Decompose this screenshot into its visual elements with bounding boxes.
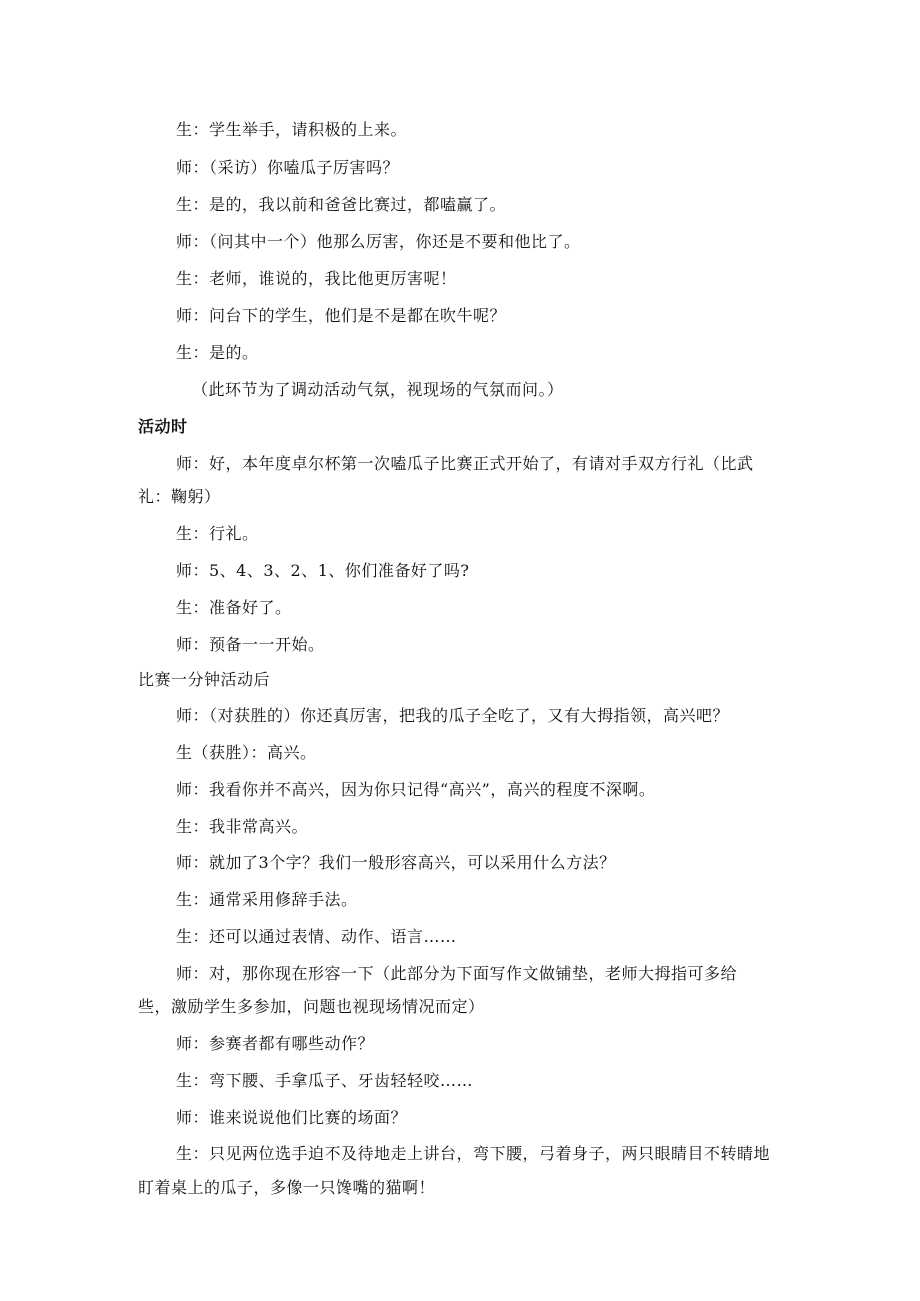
dialogue-line: 生：通常采用修辞手法。 <box>176 890 358 909</box>
dialogue-line: 生：老师，谁说的，我比他更厉害呢！ <box>176 269 457 288</box>
dialogue-line: 师：谁来说说他们比赛的场面？ <box>176 1108 408 1127</box>
section-subheading: 比赛一分钟活动后 <box>138 670 271 689</box>
dialogue-line: 生：弯下腰、手拿瓜子、牙齿轻轻咬…… <box>176 1071 474 1090</box>
dialogue-line: 生：我非常高兴。 <box>176 817 309 836</box>
dialogue-line-continuation: 盯着桌上的瓜子，多像一只馋嘴的猫啊！ <box>138 1178 436 1197</box>
dialogue-line: 生：只见两位选手迫不及待地走上讲台，弯下腰，弓着身子，两只眼睛目不转睛地 <box>176 1144 771 1163</box>
dialogue-line: 师：预备一一开始。 <box>176 635 325 654</box>
dialogue-line-continuation: 礼：鞠躬） <box>138 487 221 506</box>
dialogue-line: 生（获胜）：高兴。 <box>176 743 317 762</box>
dialogue-line: 师：好，本年度卓尔杯第一次嗑瓜子比赛正式开始了，有请对手双方行礼（比武 <box>176 454 754 473</box>
dialogue-line: 生：是的。 <box>176 343 259 362</box>
dialogue-line: 师：对，那你现在形容一下（此部分为下面写作文做铺垫，老师大拇指可多给 <box>176 964 738 983</box>
dialogue-line: 师：（对获胜的）你还真厉害，把我的瓜子全吃了，又有大拇指领，高兴吧？ <box>176 706 730 725</box>
stage-note: （此环节为了调动活动气氛，视现场的气氛而问。） <box>192 380 564 399</box>
dialogue-line: 师：就加了3个字？我们一般形容高兴，可以采用什么方法？ <box>176 853 616 872</box>
dialogue-line: 师：参赛者都有哪些动作？ <box>176 1034 375 1053</box>
dialogue-line: 师：我看你并不高兴，因为你只记得“高兴”，高兴的程度不深啊。 <box>176 780 656 799</box>
dialogue-line: 师：（采访）你嗑瓜子厉害吗？ <box>176 158 400 177</box>
dialogue-line: 生：行礼。 <box>176 524 259 543</box>
dialogue-line: 生：学生举手，请积极的上来。 <box>176 120 408 139</box>
dialogue-line: 生：还可以通过表情、动作、语言…… <box>176 927 457 946</box>
dialogue-line: 生：是的，我以前和爸爸比赛过，都嗑赢了。 <box>176 195 507 214</box>
dialogue-line-continuation: 些，激励学生多参加，问题也视现场情况而定） <box>138 997 485 1016</box>
dialogue-line: 师：问台下的学生，他们是不是都在吹牛呢？ <box>176 306 507 325</box>
dialogue-line: 师：（问其中一个）他那么厉害，你还是不要和他比了。 <box>176 232 581 251</box>
section-heading: 活动时 <box>138 417 188 436</box>
dialogue-line: 师：5、4、3、2、1、你们准备好了吗? <box>176 561 470 580</box>
dialogue-line: 生：准备好了。 <box>176 598 292 617</box>
